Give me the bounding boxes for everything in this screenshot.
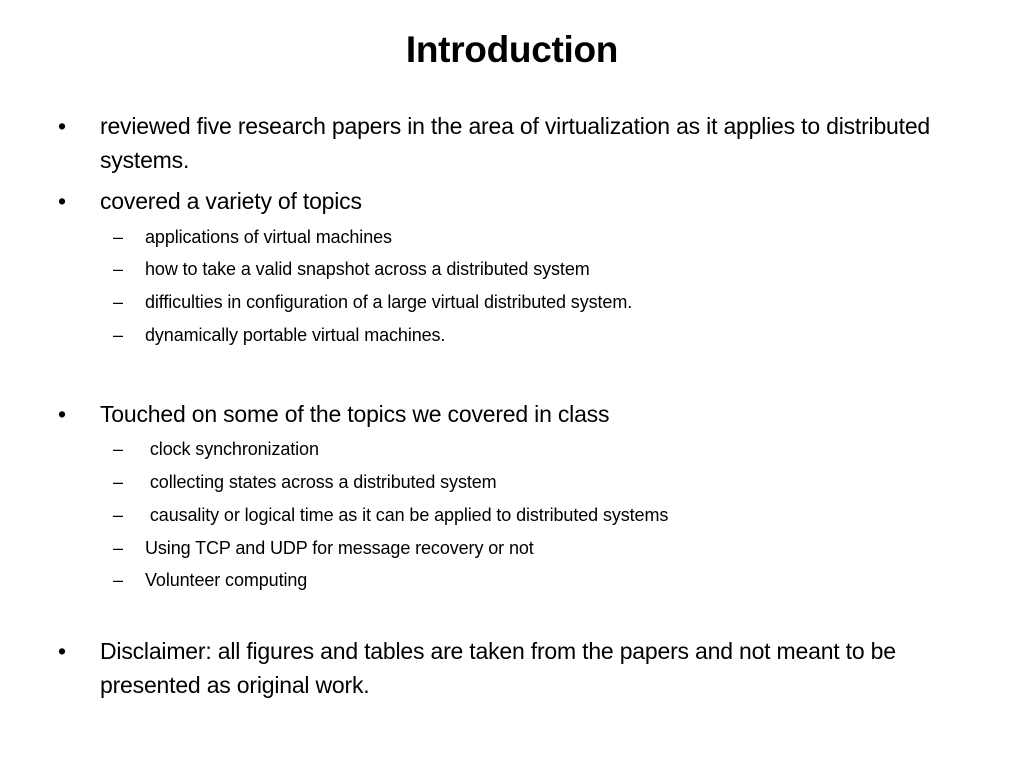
bullet-text: covered a variety of topics [100,188,362,214]
sub-item-topic [113,289,973,315]
bullet-text: Touched on some of the topics we covered in class [100,401,610,427]
sub-item-text: difficulties in configuration of a large virtual distributed system. [145,292,633,312]
sub-item-text: how to take a valid snapshot across a distributed system [145,259,590,279]
sub-item-topic [113,256,973,282]
sub-item-topic [113,224,973,250]
dash-marker: – [113,472,123,492]
bullet-marker: • [58,113,66,139]
bullet-marker: • [58,188,66,214]
dash-marker: – [113,292,123,312]
bullet-item-topics [58,184,968,218]
sub-item-class-topic [113,567,973,593]
sub-item-text: clock synchronization [145,439,319,459]
dash-marker: – [113,538,123,558]
dash-marker: – [113,227,123,247]
bullet-marker: • [58,638,66,664]
dash-marker: – [113,439,123,459]
sub-item-text: dynamically portable virtual machines. [145,325,446,345]
sub-item-class-topic [113,469,973,495]
dash-marker: – [113,325,123,345]
dash-marker: – [113,570,123,590]
bullet-marker: • [58,401,66,427]
sub-item-class-topic [113,436,973,462]
sub-item-text: applications of virtual machines [145,227,392,247]
sub-item-class-topic [113,502,973,528]
sub-item-class-topic [113,535,973,561]
sub-item-text: Volunteer computing [145,570,308,590]
sub-item-topic [113,322,973,348]
dash-marker: – [113,259,123,279]
sub-item-text: causality or logical time as it can be applied to distributed systems [145,505,669,525]
sub-item-text: collecting states across a distributed system [145,472,497,492]
bullet-text: reviewed five research papers in the area of virtualization as it applies to distributed systems. [100,113,931,173]
slide-title: Introduction [405,29,619,70]
bullet-item-class-topics [58,397,968,431]
bullet-text: Disclaimer: all figures and tables are taken from the papers and not meant to be presented as original work. [100,638,896,698]
sub-item-text: Using TCP and UDP for message recovery or not [145,538,534,558]
bullet-item-disclaimer [58,634,968,702]
bullet-item-reviewed-papers [58,109,968,177]
dash-marker: – [113,505,123,525]
